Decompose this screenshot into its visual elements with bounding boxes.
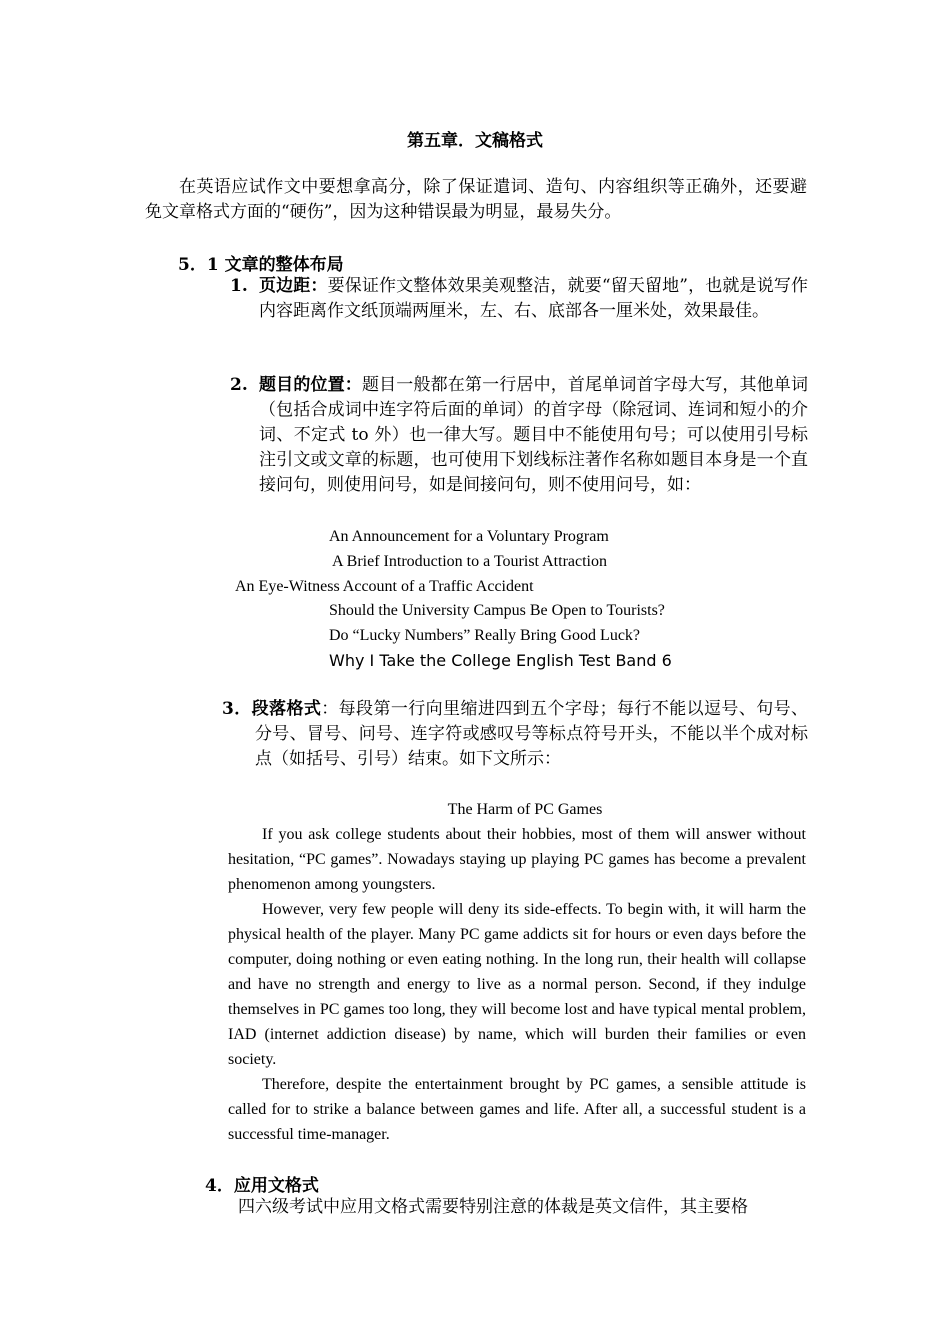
essay-paragraph: Therefore, despite the entertainment brought by PC games, a sensible attitude is called for to strike a balance between games and life. After all, a successful student is a successful time-manager. — [228, 1076, 806, 1143]
list-item-margins — [230, 274, 808, 324]
essay-title: The Harm of PC Games — [447, 801, 603, 818]
section-heading-4: 4．应用文格式 — [205, 1176, 319, 1196]
intro-paragraph: 在英语应试作文中要想拿高分，除了保证遣词、造句、内容组织等正确外，还要避免文章格式方面的“硬伤”，因为这种错误最为明显，最易失分。 — [145, 177, 807, 222]
item-text: 要保证作文整体效果美观整洁，就要“留天留地”，也就是说写作内容距离作文纸顶端两厘米，左、右、底部各一厘米处，效果最佳。 — [259, 276, 808, 321]
item-label: 题目的位置： — [259, 375, 362, 395]
item-text: ：每段第一行向里缩进四到五个字母；每行不能以逗号、句号、分号、冒号、问号、连字符或感叹号等标点符号开头，不能以半个成对标点（如括号、引号）结束。如下文所示： — [255, 699, 809, 769]
item-label: 页边距： — [259, 276, 328, 296]
example-title: An Announcement for a Voluntary Program — [329, 528, 609, 545]
list-number: 3． — [222, 699, 252, 719]
essay-paragraph: However, very few people will deny its side-effects. To begin with, it will harm the physical health of the player. Many PC game addicts sit for hours or even days before the computer, doing nothing or even eating nothing. In the long run, their health will collapse and have no strength and energy to live as a normal person. Second, if they indulge themselves in PC games too long, they will become lost and have typical mental problem, IAD (internet addiction disease) by name, which will burden their families or even society. — [228, 901, 806, 1068]
essay-paragraph: If you ask college students about their hobbies, most of them will answer without hesitation, “PC games”. Nowadays staying up playing PC games has become a prevalent phenomenon among youngsters. — [228, 826, 806, 893]
item-label: 段落格式 — [251, 699, 322, 719]
item-text: 题目一般都在第一行居中，首尾单词首字母大写，其他单词（包括合成词中连字符后面的单词）的首字母（除冠词、连词和短小的介词、不定式 to 外）也一律大写。题目中不能使用句号；可以使用引号标注引文或文章的标题，也可使用下划线标注著作名称如题目本身是一个直接问句，则使用问号，如是间接问句，则不使用问号，如： — [259, 375, 808, 495]
section-heading-5-1: 5．1 文章的整体布局 — [178, 255, 344, 275]
example-title: An Eye-Witness Account of a Traffic Accident — [235, 578, 534, 595]
list-number: 1. — [230, 276, 248, 296]
list-item-title-position — [230, 373, 808, 498]
example-essay — [228, 797, 806, 1147]
example-title: Do “Lucky Numbers” Really Bring Good Luck? — [329, 627, 641, 644]
example-title: Why I Take the College English Test Band 6 — [329, 651, 672, 670]
list-item-paragraph-format — [222, 697, 808, 772]
example-title: A Brief Introduction to a Tourist Attraction — [332, 553, 607, 570]
example-title: Should the University Campus Be Open to Tourists? — [329, 602, 665, 619]
section-4-text: 四六级考试中应用文格式需要特别注意的体裁是英文信件，其主要格 — [238, 1197, 748, 1217]
chapter-title: 第五章．文稿格式 — [407, 131, 543, 151]
list-number: 2. — [230, 375, 248, 395]
